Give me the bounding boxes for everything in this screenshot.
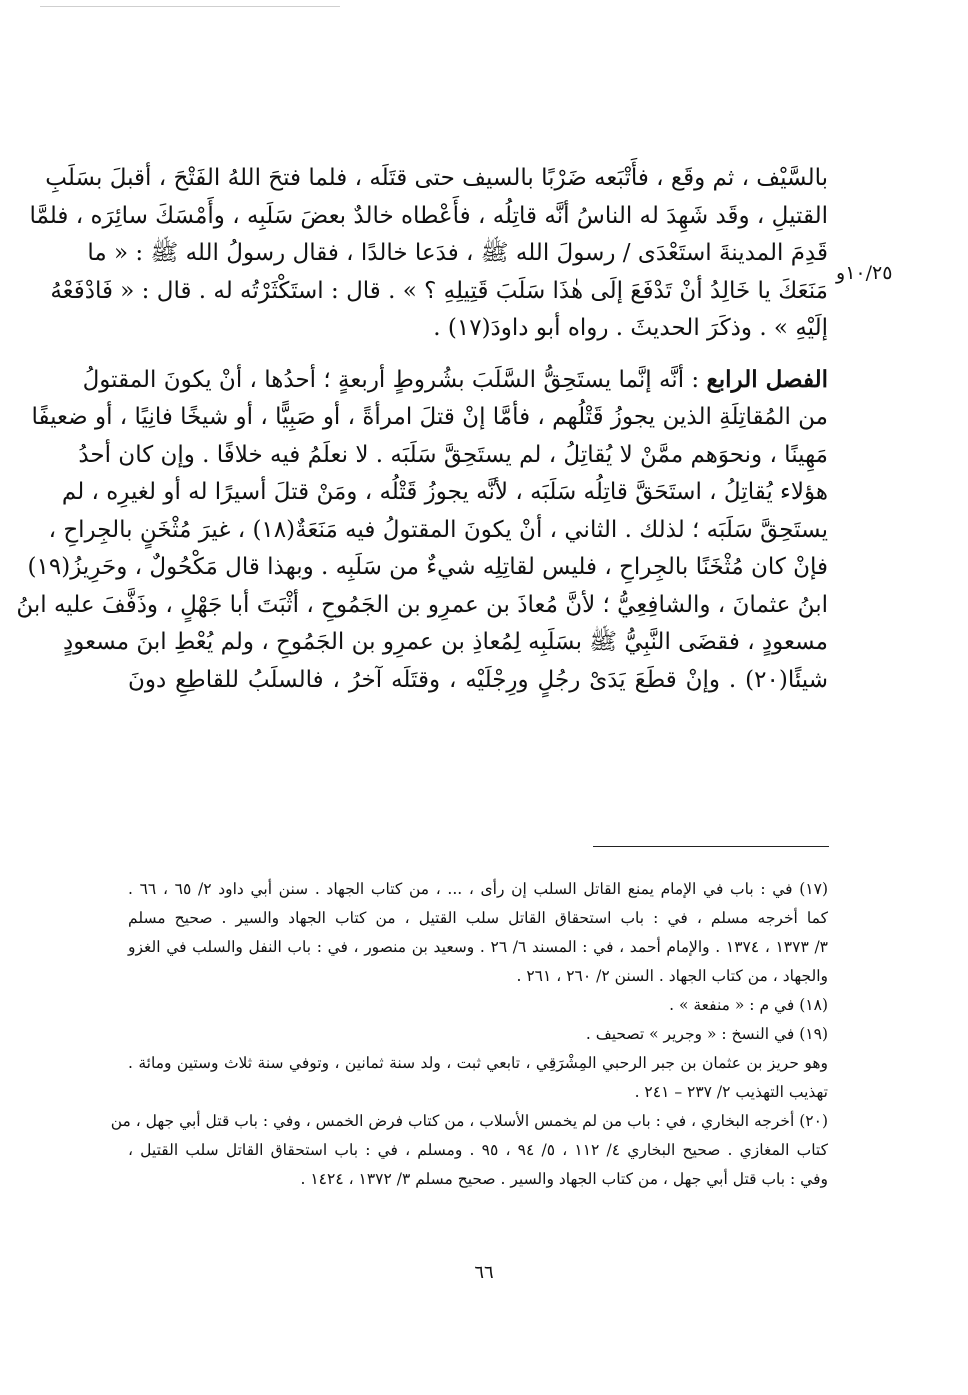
footnote-line: وهو حريز بن عثمان بن جبر الرحبي المِشْرَقِي ، تابعي ثبت ، ولد سنة ثمانين ، وتوفي سنة ثلاث وستين ومائة . xyxy=(128,1054,828,1072)
footnote-line: (١٨) في م : « منفعة » . xyxy=(669,996,828,1014)
text-line: هؤلاء يُقاتِلُ ، استَحَقَّ قاتِلُه سَلَبَه ، لأنَّه يجوزُ قَتْلُه ، ومَنْ قتلَ أسيرًا له أو لغيرِه ، لم xyxy=(61,479,828,505)
footnotes xyxy=(110,875,829,1194)
page-number: ٦٦ xyxy=(474,1262,494,1283)
footnote-line: (١٧) في : باب في الإمام يمنع القاتل السلب إن رأى ، ... ، من كتاب الجهاد . سنن أبي داود ٢/ ٦٥ ، ٦٦ . xyxy=(128,880,829,898)
footnote-line: ٣/ ١٣٧٣ ، ١٣٧٤ . والإمام أحمد ، في : المسند ٦/ ٢٦ . وسعيد بن منصور ، في : باب النفل والسلب في الغزو xyxy=(128,938,828,956)
section-first-line: : أنَّه إنَّما يستَحِقُّ السَّلَبَ بشُروطٍ أربعةٍ ؛ أحدُها ، أنْ يكونَ المقتولُ xyxy=(82,366,707,393)
footnote-line: كتاب المغازي . صحيح البخاري ٤/ ١١٢ ، ٥/ ٩٤ ، ٩٥ . ومسلم ، في : باب استحقاق القاتل سلب القتيل ، xyxy=(128,1141,828,1159)
text-line: من المُقاتِلَةِ الذين يجوزُ قَتْلُهم ، فأمَّا إنْ قتلَ امرأةً ، أو صَبِيًّا ، أو شيخًا فانِيًا ، أو ضعيفًا xyxy=(31,404,828,430)
footnote-line: (١٩) في النسخ : « وجرير » تصحيف . xyxy=(585,1025,828,1043)
section-heading: الفصل الرابع xyxy=(706,365,828,393)
text-line: القتيلِ ، وقَد شَهِدَ له الناسُ أنَّه قاتِلُه ، فأَعْطاه خالدٌ بعضَ سَلَبِه ، وأَمْسَكَ سائِرَه ، فلمَّا xyxy=(29,202,828,229)
text-line: مَنَعَكَ يا خَالِدُ أنْ تَدْفَعَ إلَى هٰذَا سَلَبَ قَتِيلِهِ ؟ » . قال : استَكْثَرْتُه له . قال : « فَادْفَعْهُ xyxy=(50,277,828,304)
text-line: بالسَّيْف ، ثم وقَع ، فأَتْبَعه ضَرْبًا بالسيف حتى قتَلَه ، فلما فتحَ اللهُ الفَتْحَ ، أقبلَ بسَلَبِ xyxy=(45,165,828,191)
footnote-line: (٢٠) أخرجه البخاري ، في : باب من لم يخمس الأسلاب ، من كتاب فرض الخمس ، وفي : باب قتل أبي جهل ، من xyxy=(110,1112,828,1130)
text-line: إلَيْهِ » . وذكَرَ الحديثَ . رواه أبو داودَ(١٧) . xyxy=(433,315,828,341)
text-line: قَدِمَ المدينةَ استَعْدَى / رسولَ الله ﷺ ، فدَعا خالدًا ، فقال رسولُ الله ﷺ : « ما xyxy=(87,240,828,266)
text-line: شيئًا(٢٠) . وإنْ قطَعَ يَدَىْ رجُلٍ ورِجْلَيْه ، وقتَلَه آخرُ ، فالسلَبُ للقاطِعِ دونَ xyxy=(128,666,828,693)
footnote-line: وفي : باب قتل أبي جهل ، من كتاب الجهاد والسير . صحيح مسلم ٣/ ١٣٧٢ ، ١٤٢٤ . xyxy=(300,1170,828,1188)
text-line xyxy=(82,361,828,400)
footnote-divider xyxy=(593,846,829,847)
margin-folio-reference: ١٠/٢٥و xyxy=(836,262,893,284)
footnote-line: تهذيب التهذيب ٢/ ٢٣٧ – ٢٤١ . xyxy=(634,1083,828,1101)
text-line: يستَحِقَّ سَلَبَه ؛ لذلك . الثاني ، أنْ يكونَ المقتولُ فيه مَنَعَةٌ(١٨) ، غيرَ مُثْخَنٍ بالجِراحِ ، xyxy=(48,516,828,543)
text-line: مَهِينًا ، ونحوَهم ممَّنْ لا يُقاتِلُ ، لم يستَحِقَّ سَلَبَه . لا نعلَمُ فيه خلافًا . وإن كان أحدُ xyxy=(78,441,828,468)
footnote-line: كما أخرجه مسلم ، في : باب استحقاق القاتل سلب القتيل ، من كتاب الجهاد والسير . صحيح مسلم xyxy=(128,909,828,927)
main-text xyxy=(16,160,828,699)
text-line: ابنُ عثمانَ ، والشافِعِيُّ ؛ لأنَّ مُعاذَ بن عمرِو بن الجَمُوحِ ، أثْبَتَ أبا جَهْلٍ ، وذَفَّفَ عليه ابنُ xyxy=(16,591,828,618)
footnote-line: والجهاد ، من كتاب الجهاد . السنن ٢/ ٢٦٠ ، ٢٦١ . xyxy=(516,967,828,985)
scan-artifact xyxy=(40,6,340,9)
text-line: فإنْ كان مُثْخَنًا بالجِراحِ ، فليس لقاتِلِه شيءٌ من سَلَبِه . وبهذا قال مَكْحُولٌ ، وحَرِيزُ(١٩) xyxy=(27,554,828,580)
text-line: مسعودٍ ، فقضَى النَّبِيُّ ﷺ بسَلَبِه لِمُعاذِ بن عمرِو بن الجَمُوحِ ، ولم يُعْطِ ابنَ مسعودٍ xyxy=(62,629,828,655)
